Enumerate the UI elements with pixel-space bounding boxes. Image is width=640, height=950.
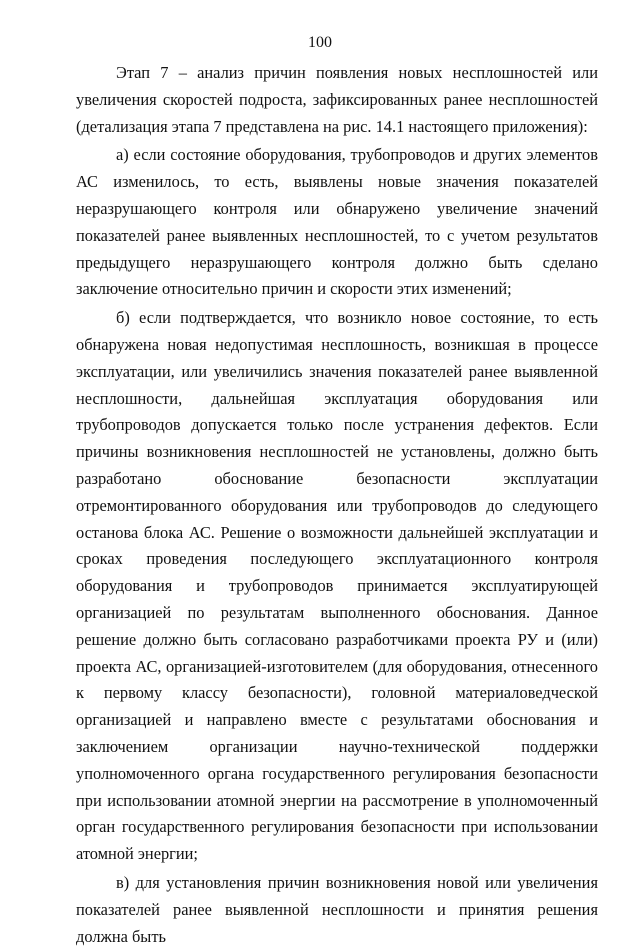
paragraph-item-a: а) если состояние оборудования, трубопроводов и других элементов АС изменилось, то есть, выявлены новые значения показателей неразрушающего контроля или обнаружено увеличение значений показателей ранее выявленных несплошностей, то с учетом результатов предыдущего неразрушающего контроля должно быть сделано заключение относительно причин и скорости этих изменений; — [76, 145, 598, 299]
paragraph-item-b: б) если подтверждается, что возникло новое состояние, то есть обнаружена новая недопустимая несплошность, возникшая в процессе эксплуатации, или увеличились значения показателей ранее выявленной несплошности, дальнейшая эксплуатация оборудования или трубопроводов допускается только после устранения дефектов. Если причины возникновения несплошностей не установлены, должно быть разработано обоснование безопасности эксплуатации отремонтированного оборудования или трубопроводов до следующего останова блока АС. Решение о возможности дальнейшей эксплуатации и сроках проведения последующего эксплуатационного контроля оборудования и трубопроводов принимается эксплуатирующей организацией по результатам выполненного обоснования. Данное решение должно быть согласовано разработчиками проекта РУ и (или) проекта АС, организацией-изготовителем (для оборудования, отнесенного к первому классу безопасности), головной материаловедческой организацией и направлено вместе с результатами обоснования и заключением организации научно-технической поддержки уполномоченного органа государственного регулирования безопасности при использовании атомной энергии на рассмотрение в уполномоченный орган государственного регулирования безопасности при использовании атомной энергии; — [76, 308, 598, 864]
body-text — [76, 60, 598, 950]
paragraph-stage-7-intro: Этап 7 – анализ причин появления новых несплошностей или увеличения скоростей подроста, зафиксированных ранее несплошностей (детализация этапа 7 представлена на рис. 14.1 настоящего приложения): — [76, 63, 598, 136]
page-number: 100 — [308, 34, 332, 51]
paragraph-item-v: в) для установления причин возникновения новой или увеличения показателей ранее выявленной несплошности и принятия решения должна быть — [76, 872, 598, 946]
